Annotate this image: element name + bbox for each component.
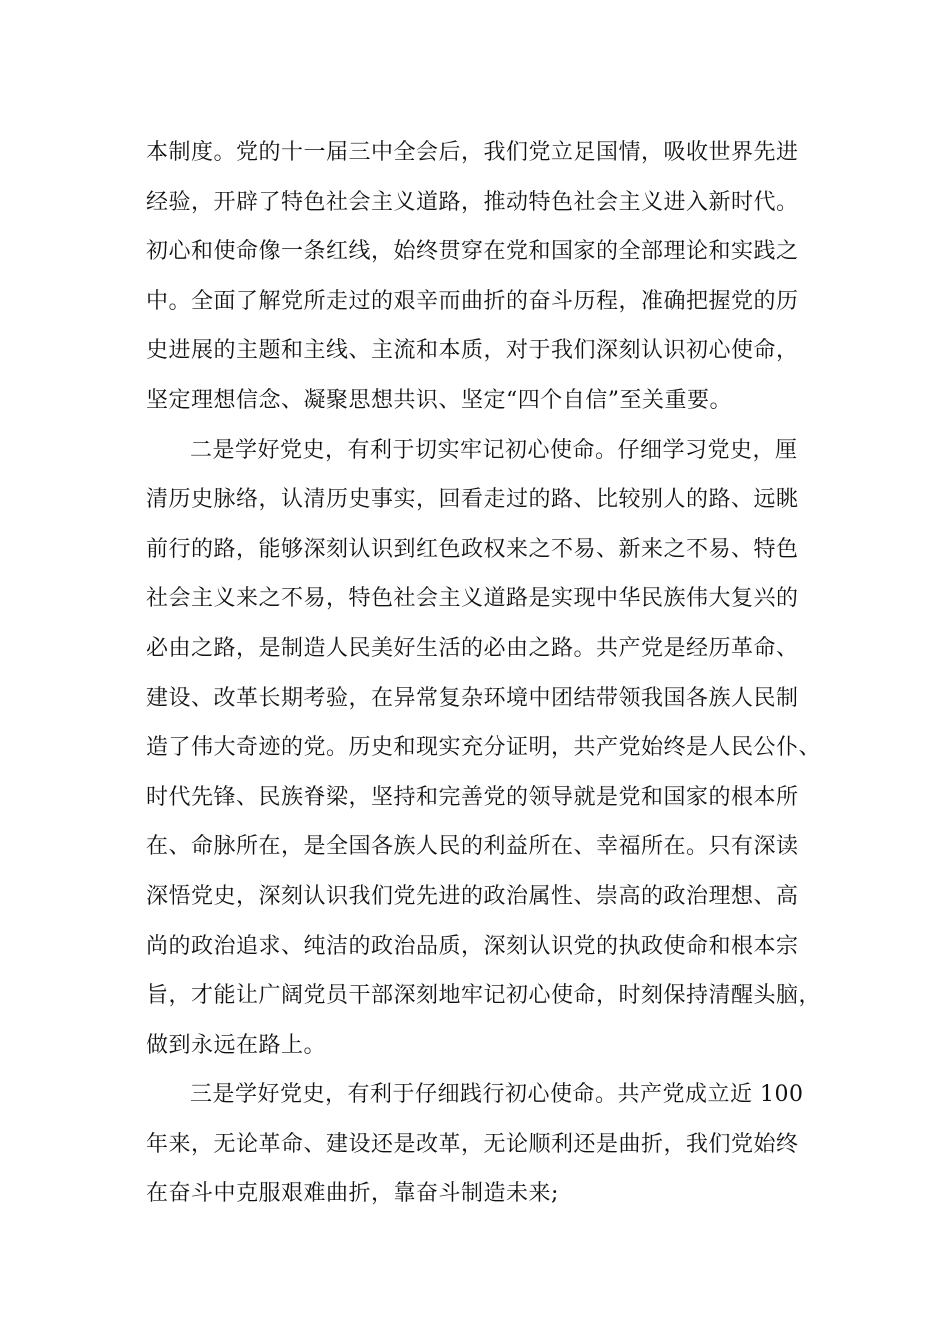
text-line: 做到永远在路上。 xyxy=(146,1032,327,1058)
text-line: 时代先锋、民族脊梁，坚持和完善党的领导就是党和国家的根本所 xyxy=(146,784,799,810)
text-line: 中。全面了解党所走过的艰辛而曲折的奋斗历程，准确把握党的历 xyxy=(146,288,799,314)
text-line: 社会主义来之不易，特色社会主义道路是实现中华民族伟大复兴的 xyxy=(146,586,799,612)
text-line: 必由之路，是制造人民美好生活的必由之路。共产党是经历革命、 xyxy=(146,635,799,661)
paragraph-first-line: 三是学好党史，有利于仔细践行初心使命。共产党成立近 100 xyxy=(190,1082,804,1108)
text-line: 清历史脉络，认清历史事实，回看走过的路、比较别人的路、远眺 xyxy=(146,487,799,513)
text-line: 经验，开辟了特色社会主义道路，推动特色社会主义进入新时代。 xyxy=(146,189,799,215)
text-line: 坚定理想信念、凝聚思想共识、坚定“四个自信”至关重要。 xyxy=(146,387,732,413)
body-text xyxy=(146,128,836,1219)
text-line: 尚的政治追求、纯洁的政治品质，深刻认识党的执政使命和根本宗 xyxy=(146,933,799,959)
text-line: 本制度。党的十一届三中全会后，我们党立足国情，吸收世界先进 xyxy=(146,140,799,165)
text-line: 旨，才能让广阔党员干部深刻地牢记初心使命，时刻保持清醒头脑， xyxy=(146,983,822,1009)
paragraph-first-line: 二是学好党史，有利于切实牢记初心使命。仔细学习党史，厘 xyxy=(190,437,798,463)
text-line: 前行的路，能够深刻认识到红色政权来之不易、新来之不易、特色 xyxy=(146,536,799,562)
text-line: 深悟党史，深刻认识我们党先进的政治属性、崇高的政治理想、高 xyxy=(146,883,799,909)
text-line: 史进展的主题和主线、主流和本质，对于我们深刻认识初心使命， xyxy=(146,338,799,364)
text-line: 年来，无论革命、建设还是改革，无论顺利还是曲折，我们党始终 xyxy=(146,1131,799,1157)
text-line: 在、命脉所在，是全国各族人民的利益所在、幸福所在。只有深读 xyxy=(146,834,799,860)
text-line: 在奋斗中克服艰难曲折，靠奋斗制造未来; xyxy=(146,1181,559,1207)
text-line: 造了伟大奇迹的党。历史和现实充分证明，共产党始终是人民公仆、 xyxy=(146,735,822,761)
text-line: 初心和使命像一条红线，始终贯穿在党和国家的全部理论和实践之 xyxy=(146,239,799,265)
text-line: 建设、改革长期考验，在异常复杂环境中团结带领我国各族人民制 xyxy=(146,685,799,711)
